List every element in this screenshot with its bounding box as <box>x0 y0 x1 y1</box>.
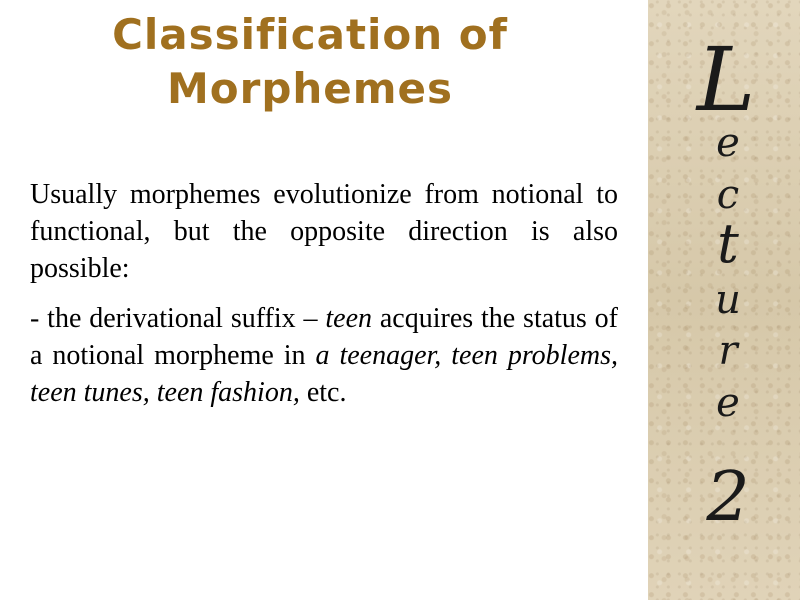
title-line-2: Morphemes <box>166 64 454 113</box>
title-line-1: Classification of <box>112 10 508 59</box>
paragraph-2 <box>30 300 618 411</box>
paragraph-1: Usually morphemes evolutionize from notional to functional, but the opposite direction is also possible: <box>30 179 618 284</box>
p2-end: etc. <box>299 377 347 408</box>
lecture-letter-r: r <box>718 328 738 374</box>
lecture-letter-u: u <box>715 277 741 323</box>
p2-examples: a teenager, teen problems, teen tunes, teen fashion, <box>30 340 619 408</box>
p2-intro: - the derivational suffix – <box>30 303 326 334</box>
lecture-sidebar <box>648 0 800 600</box>
lecture-letter-e: e <box>716 120 740 166</box>
slide-body <box>30 176 618 424</box>
lecture-letter-c: c <box>716 172 740 218</box>
lecture-letter-e2: e <box>716 380 740 426</box>
slide-title <box>60 8 560 116</box>
lecture-letter-L: L <box>696 28 756 131</box>
p2-suffix-teen: teen <box>325 303 372 334</box>
p2-middle: acquires the status of a notional morpheme in <box>30 303 619 371</box>
lecture-number-2: 2 <box>706 458 750 537</box>
lecture-vertical-text <box>648 0 800 600</box>
lecture-letter-t: t <box>717 212 739 275</box>
